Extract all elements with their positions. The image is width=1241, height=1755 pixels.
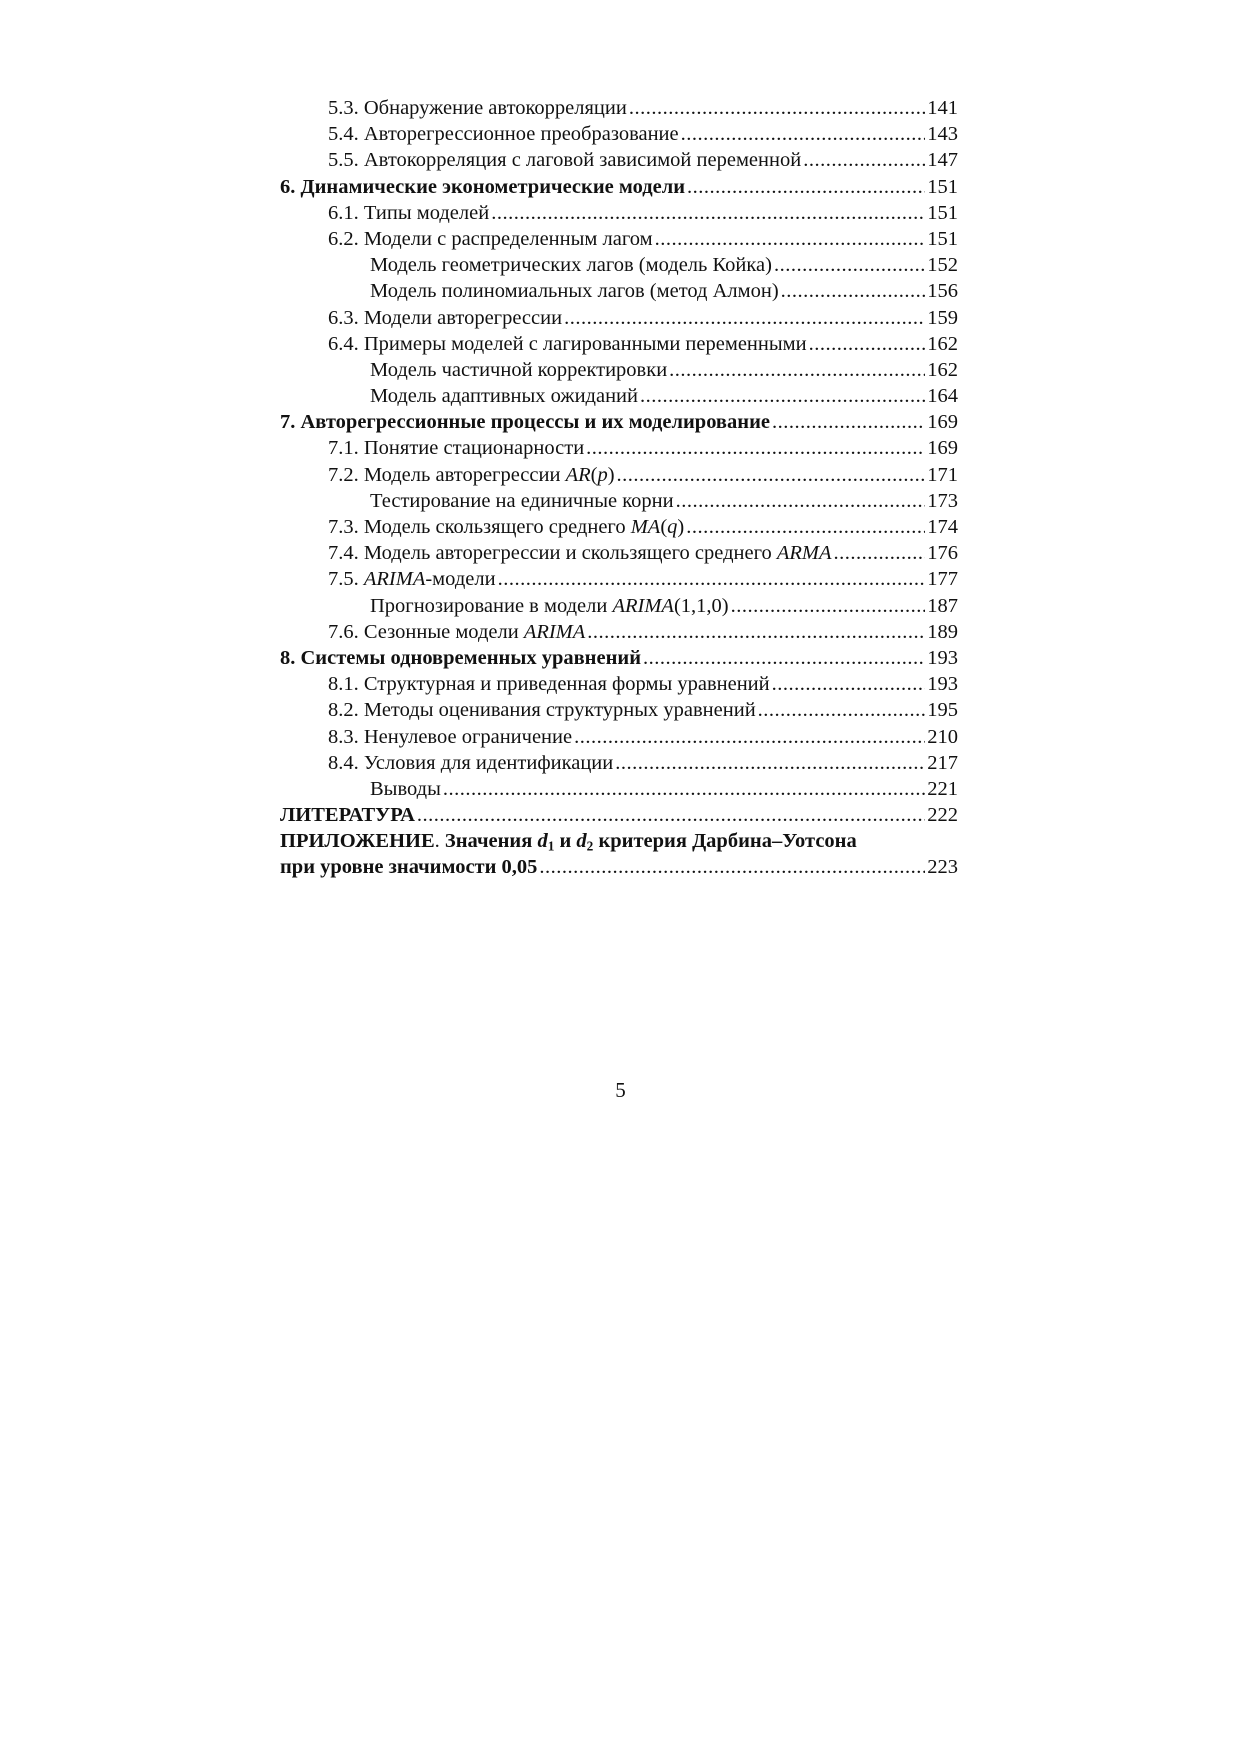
toc-entry-title: 7.4. Модель авторегрессии и скользящего среднего ARMA xyxy=(328,542,832,565)
toc-entry xyxy=(280,331,958,357)
toc-entry xyxy=(280,514,958,540)
toc-entry-page: 193 xyxy=(927,646,958,669)
toc-entry-title: Модель частичной корректировки xyxy=(370,358,668,381)
dot-leader xyxy=(629,95,925,121)
toc-entry-title: 5.5. Автокорреляция с лаговой зависимой переменной xyxy=(328,149,802,172)
dot-leader xyxy=(539,854,925,880)
toc-entry xyxy=(280,724,958,750)
toc-entry-page: 147 xyxy=(927,149,958,172)
toc-entry xyxy=(280,697,958,723)
dot-leader xyxy=(809,331,926,357)
dot-leader xyxy=(758,697,926,723)
toc-entry xyxy=(280,357,958,383)
dot-leader xyxy=(676,488,926,514)
dot-leader xyxy=(643,645,925,671)
toc-entry-title: 6.4. Примеры моделей с лагированными переменными xyxy=(328,332,807,355)
toc-entry-page: 223 xyxy=(927,856,958,879)
toc-entry xyxy=(280,252,958,278)
toc-entry-title: 8.1. Структурная и приведенная формы уравнений xyxy=(328,673,770,696)
toc-entry xyxy=(280,488,958,514)
dot-leader xyxy=(491,200,925,226)
dot-leader xyxy=(681,121,926,147)
toc-entry-page: 193 xyxy=(927,673,958,696)
toc-entry-title: 7.2. Модель авторегрессии AR(p) xyxy=(328,463,615,486)
toc-entry-title: Модель адаптивных ожиданий xyxy=(370,385,638,408)
toc-entry xyxy=(280,540,958,566)
toc-entry-title: Модель геометрических лагов (модель Койка) xyxy=(370,254,772,277)
toc-entry-title: 7.1. Понятие стационарности xyxy=(328,437,585,460)
dot-leader xyxy=(655,226,926,252)
toc-entry-title: 7. Авторегрессионные процессы и их моделирование xyxy=(280,411,770,434)
toc-entry xyxy=(280,854,958,880)
toc-entry xyxy=(280,226,958,252)
toc-entry xyxy=(280,671,958,697)
toc-entry xyxy=(280,435,958,461)
toc-entry-title: 8.3. Ненулевое ограничение xyxy=(328,725,573,748)
toc-entry-page: 169 xyxy=(927,411,958,434)
toc-entry xyxy=(280,95,958,121)
toc-entry-page: 152 xyxy=(927,254,958,277)
dot-leader xyxy=(615,750,925,776)
toc-entry-page: 174 xyxy=(927,516,958,538)
toc-entry-title: 6.2. Модели с распределенным лагом xyxy=(328,227,653,250)
toc-entry-title: 7.6. Сезонные модели ARIMA xyxy=(328,620,586,643)
dot-leader xyxy=(834,540,926,566)
toc-entry xyxy=(280,776,958,802)
toc-entry-title: Выводы xyxy=(370,777,441,800)
toc-entry xyxy=(280,305,958,331)
toc-entry xyxy=(280,828,958,854)
dot-leader xyxy=(774,252,925,278)
dot-leader xyxy=(640,383,925,409)
dot-leader xyxy=(498,566,926,592)
toc-entry-title: 8.2. Методы оценивания структурных уравнений xyxy=(328,699,756,722)
toc-entry xyxy=(280,147,958,173)
toc-entry xyxy=(280,383,958,409)
toc-entry-page: 222 xyxy=(927,804,958,827)
toc-entry-title: 5.4. Авторегрессионное преобразование xyxy=(328,123,679,146)
dot-leader xyxy=(772,671,926,697)
toc-entry xyxy=(280,200,958,226)
toc-entry-page: 187 xyxy=(927,594,958,617)
toc-entry-page: 164 xyxy=(927,385,958,408)
dot-leader xyxy=(564,305,925,331)
toc-entry-title: 7.5. ARIMA-модели xyxy=(328,568,496,591)
dot-leader xyxy=(574,724,925,750)
toc-entry-page: 162 xyxy=(927,332,958,355)
toc-entry-page: 217 xyxy=(927,751,958,774)
toc-entry-page: 141 xyxy=(927,97,958,119)
dot-leader xyxy=(803,147,925,173)
dot-leader xyxy=(781,278,926,304)
toc-entry xyxy=(280,802,958,828)
toc-entry-page: 159 xyxy=(927,306,958,329)
toc-entry-page: 151 xyxy=(927,175,958,198)
toc-entry-page: 169 xyxy=(927,437,958,460)
toc-entry-title: 7.3. Модель скользящего среднего MA(q) xyxy=(328,516,685,538)
toc-entry-title: Тестирование на единичные корни xyxy=(370,489,674,512)
toc-entry xyxy=(280,619,958,645)
toc-entry-page: 143 xyxy=(927,123,958,146)
page-number: 5 xyxy=(615,1078,626,1102)
toc-entry-title: Модель полиномиальных лагов (метод Алмон) xyxy=(370,280,779,303)
toc-entry-title: 8.4. Условия для идентификации xyxy=(328,751,614,774)
dot-leader xyxy=(443,776,925,802)
toc-entry-page: 221 xyxy=(927,777,958,800)
toc-entry-title: ЛИТЕРАТУРА xyxy=(280,804,415,827)
dot-leader xyxy=(586,435,925,461)
dot-leader xyxy=(686,514,925,540)
toc-entry-page: 151 xyxy=(927,227,958,250)
toc-entry-title: при уровне значимости 0,05 xyxy=(280,856,538,879)
toc-entry-title: ПРИЛОЖЕНИЕ. Значения $d_1$ и $d_2$ критерия Дарбина–Уотсона xyxy=(280,830,857,854)
toc-entry xyxy=(280,593,958,619)
dot-leader xyxy=(687,174,925,200)
table-of-contents xyxy=(280,95,958,881)
toc-entry-page: 195 xyxy=(927,699,958,722)
toc-entry-page: 162 xyxy=(927,358,958,381)
toc-entry-page: 176 xyxy=(927,542,958,565)
toc-entry-page: 210 xyxy=(927,725,958,748)
dot-leader xyxy=(669,357,925,383)
toc-entry-page: 156 xyxy=(927,280,958,303)
toc-entry-title: Прогнозирование в модели ARIMA(1,1,0) xyxy=(370,594,729,617)
toc-entry xyxy=(280,462,958,488)
dot-leader xyxy=(587,619,925,645)
toc-entry-title: 6.1. Типы моделей xyxy=(328,201,490,224)
toc-entry xyxy=(280,121,958,147)
toc-entry-title: 6. Динамические эконометрические модели xyxy=(280,175,686,198)
toc-entry-page: 189 xyxy=(927,620,958,643)
toc-entry-title: 6.3. Модели авторегрессии xyxy=(328,306,563,329)
toc-entry xyxy=(280,645,958,671)
dot-leader xyxy=(617,462,926,488)
toc-entry-page: 177 xyxy=(927,568,958,591)
toc-entry-title: 5.3. Обнаружение автокорреляции xyxy=(328,97,627,119)
toc-entry-page: 151 xyxy=(927,201,958,224)
toc-entry xyxy=(280,750,958,776)
toc-entry-page: 171 xyxy=(927,463,958,486)
toc-entry xyxy=(280,566,958,592)
toc-entry xyxy=(280,409,958,435)
dot-leader xyxy=(731,593,926,619)
dot-leader xyxy=(772,409,925,435)
toc-entry xyxy=(280,278,958,304)
dot-leader xyxy=(417,802,925,828)
toc-entry-title: 8. Системы одновременных уравнений xyxy=(280,646,642,669)
toc-entry xyxy=(280,174,958,200)
toc-entry-page: 173 xyxy=(927,489,958,512)
